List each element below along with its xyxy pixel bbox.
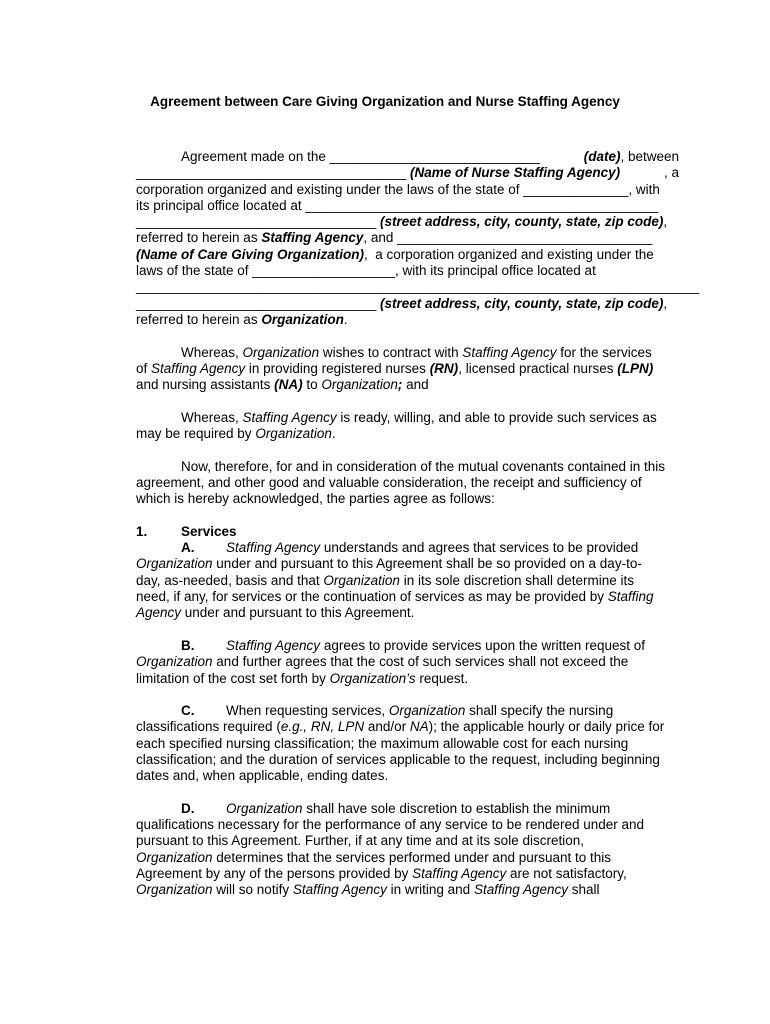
intro-line: referred to herein as Staffing Agency, and __________________________________	[136, 230, 653, 246]
document-title: Agreement between Care Giving Organization and Nurse Staffing Agency	[150, 94, 620, 109]
document-body	[136, 149, 700, 899]
clause-line: B. Staffing Agency agrees to provide services upon the written request of	[181, 637, 645, 653]
whereas-line: may be required by Organization.	[136, 426, 336, 442]
clause-line: Agreement by any of the persons provided by Staffing Agency are not satisfactory,	[136, 866, 627, 882]
intro-line: ________________________________ (street address, city, county, state, zip code),	[136, 295, 668, 311]
clause-line: day, as-needed, basis and that Organization in its sole discretion shall determine its	[136, 572, 635, 588]
clause-line: each specified nursing classification; the maximum allowable cost for each nursing	[136, 735, 629, 751]
whereas-line: Whereas, Organization wishes to contract with Staffing Agency for the services	[181, 344, 652, 360]
whereas-line: and nursing assistants (NA) to Organization; and	[136, 377, 429, 393]
clause-line: C. When requesting services, Organization shall specify the nursing	[181, 703, 614, 719]
whereas-line: Whereas, Staffing Agency is ready, willing, and able to provide such services as	[181, 409, 657, 425]
now-line: agreement, and other good and valuable consideration, the receipt and sufficiency of	[136, 474, 642, 490]
clause-line: pursuant to this Agreement. Further, if at any time and at its sole discretion,	[136, 833, 584, 849]
clause-line: qualifications necessary for the performance of any service to be rendered under and	[136, 817, 645, 833]
intro-line: referred to herein as Organization.	[136, 311, 348, 327]
clause-line: need, if any, for services or the continuation of services as may be provided by Staffing	[136, 589, 654, 605]
clause-line: limitation of the cost set forth by Organization’s request.	[136, 670, 469, 686]
intro-line: corporation organized and existing under the laws of the state of ______________, with	[136, 181, 660, 197]
clause-line: dates and, when applicable, ending dates.	[136, 768, 389, 784]
intro-line: ____________________________________ (Name of Nurse Staffing Agency) , a	[136, 165, 679, 181]
clause-line: D. Organization shall have sole discretion to establish the minimum	[181, 800, 611, 816]
clause-line: Organization will so notify Staffing Agency in writing and Staffing Agency shall	[136, 882, 600, 898]
section-heading: 1. Services	[136, 523, 237, 539]
intro-line: (Name of Care Giving Organization), a corporation organized and existing under the	[136, 246, 654, 262]
now-line: Now, therefore, for and in consideration of the mutual covenants contained in this	[181, 458, 666, 474]
now-line: which is hereby acknowledged, the parties agree as follows:	[136, 491, 495, 507]
intro-line: its principal office located at _______________________________________________	[136, 197, 659, 213]
clause-line: A. Staffing Agency understands and agrees that services to be provided	[181, 540, 639, 556]
intro-line: laws of the state of ___________________, with its principal office located at	[136, 263, 596, 279]
clause-line: classification; and the duration of services applicable to the request, including beginning	[136, 751, 660, 767]
intro-line: ________________________________ (street address, city, county, state, zip code),	[136, 214, 668, 230]
clause-line: Organization under and pursuant to this Agreement shall be so provided on a day-to-	[136, 556, 642, 572]
intro-line: Agreement made on the ____________________________ (date), between	[181, 149, 679, 164]
clause-line: Organization determines that the services performed under and pursuant to this	[136, 849, 612, 865]
clause-line: classifications required (e.g., RN, LPN and/or NA); the applicable hourly or daily price for	[136, 719, 665, 735]
whereas-line: of Staffing Agency in providing registered nurses (RN), licensed practical nurses (LPN)	[136, 360, 654, 376]
intro-line: ___________________________________________________________________________	[136, 279, 700, 295]
clause-line: Agency under and pursuant to this Agreement.	[136, 605, 415, 621]
clause-line: Organization and further agrees that the cost of such services shall not exceed the	[136, 654, 629, 670]
